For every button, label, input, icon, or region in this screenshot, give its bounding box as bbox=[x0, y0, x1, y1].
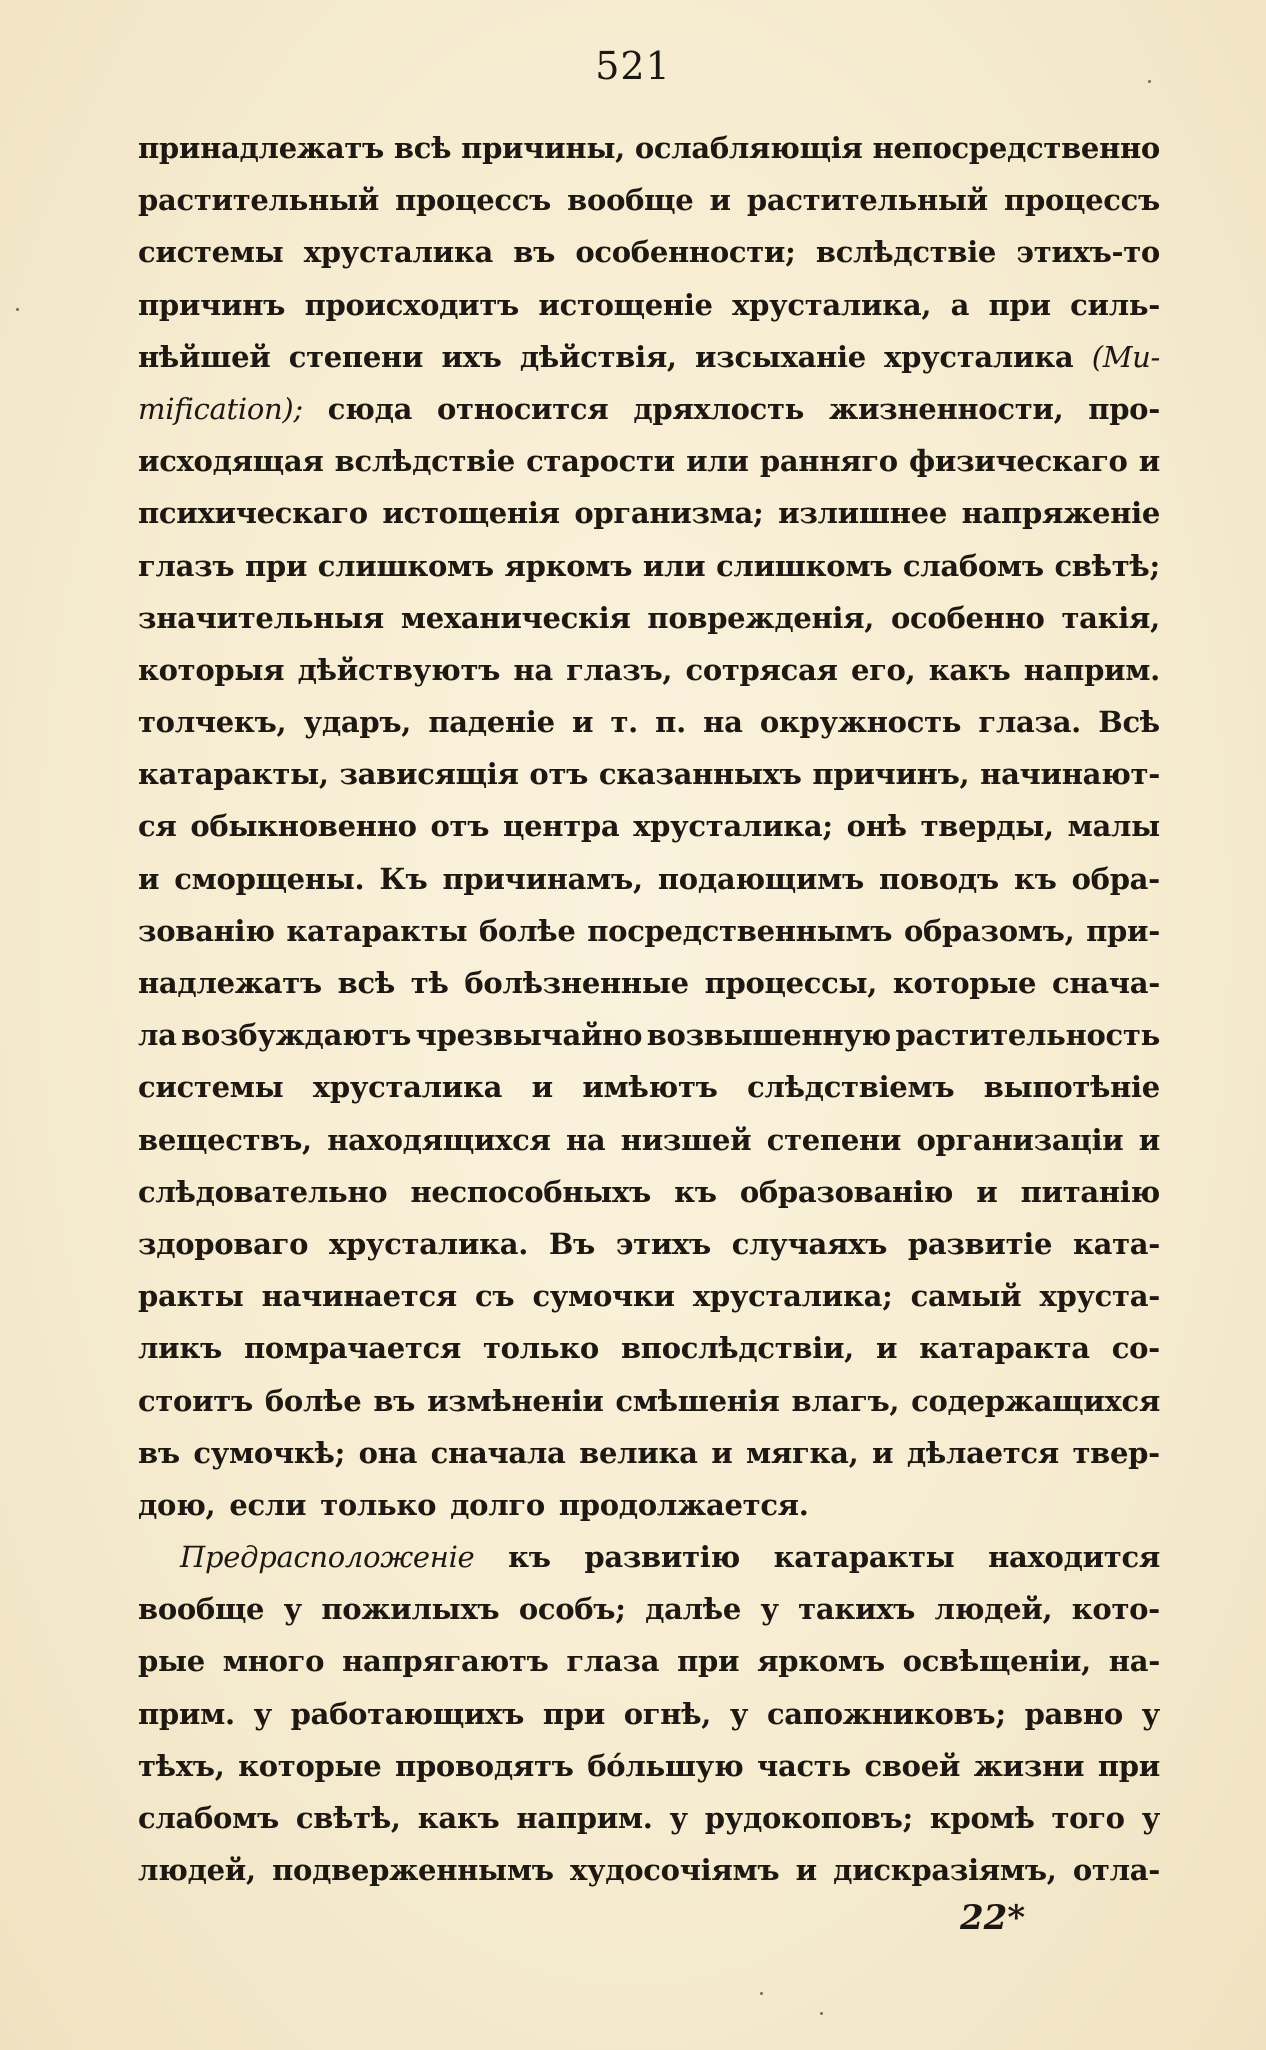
word: самый bbox=[910, 1279, 1022, 1314]
word: дѣйствія, bbox=[519, 339, 677, 374]
word: образомъ, bbox=[903, 913, 1075, 948]
word: истощеніе bbox=[538, 287, 713, 322]
word: истощенія bbox=[382, 496, 560, 531]
word: подверженнымъ bbox=[272, 1853, 554, 1888]
word: какъ bbox=[417, 1801, 500, 1835]
word: катаракты, bbox=[138, 757, 329, 792]
paper-speck bbox=[820, 2012, 823, 2015]
word: хрусталика bbox=[884, 339, 1074, 374]
paper-speck bbox=[760, 1992, 763, 1995]
word: и bbox=[711, 1435, 733, 1470]
word: и bbox=[531, 1070, 553, 1105]
word: только bbox=[320, 1487, 437, 1522]
word: и bbox=[571, 705, 594, 740]
word: надлежатъ bbox=[138, 966, 322, 1000]
word: п. bbox=[655, 705, 686, 740]
word: жизни bbox=[973, 1748, 1085, 1783]
word: окружность bbox=[759, 705, 962, 740]
word: отъ bbox=[430, 809, 490, 844]
word: катаракты bbox=[286, 913, 468, 948]
word: старости bbox=[526, 444, 675, 479]
word: къ bbox=[508, 1540, 551, 1575]
word: содержащихся bbox=[911, 1383, 1160, 1418]
word: продолжается. bbox=[558, 1487, 809, 1522]
text-line bbox=[138, 1061, 1160, 1113]
word: начинают- bbox=[980, 757, 1160, 792]
word: и bbox=[976, 1174, 998, 1209]
text-line bbox=[138, 592, 1160, 644]
word: у bbox=[283, 1592, 302, 1627]
word: сумочкѣ; bbox=[193, 1435, 346, 1470]
word: степени bbox=[766, 1122, 902, 1157]
word: болѣе bbox=[264, 1383, 362, 1418]
word: исходящая bbox=[138, 444, 324, 479]
word: яркомъ bbox=[757, 1644, 885, 1679]
word: дѣлается bbox=[906, 1435, 1059, 1470]
word: у bbox=[729, 1696, 749, 1731]
word: тѣ bbox=[410, 966, 449, 1000]
word: возвышенную bbox=[646, 1018, 891, 1053]
word: стоитъ bbox=[138, 1383, 253, 1418]
word: на bbox=[565, 1122, 606, 1157]
paper-speck bbox=[16, 308, 19, 311]
word: огнѣ, bbox=[623, 1696, 712, 1731]
word: какъ bbox=[928, 652, 1011, 687]
word: смѣшенія bbox=[615, 1383, 780, 1418]
word: этихъ bbox=[615, 1226, 711, 1261]
word: на bbox=[703, 705, 743, 740]
word: на- bbox=[1108, 1644, 1160, 1679]
word: на bbox=[513, 652, 553, 687]
word: при- bbox=[1086, 913, 1160, 948]
word: болѣе bbox=[479, 913, 576, 948]
word: и bbox=[138, 861, 160, 896]
word: при bbox=[988, 287, 1051, 322]
word: рые bbox=[138, 1644, 205, 1679]
word: имѣютъ bbox=[582, 1070, 718, 1105]
word: тверды, bbox=[920, 809, 1054, 844]
word: ката- bbox=[1072, 1226, 1160, 1261]
word: при bbox=[542, 1696, 605, 1731]
word: къ bbox=[674, 1174, 717, 1209]
text-line bbox=[138, 331, 1160, 383]
word: подающимъ bbox=[657, 861, 864, 896]
word: жизненности, bbox=[828, 391, 1064, 426]
word: про- bbox=[1088, 391, 1160, 426]
text-line bbox=[138, 540, 1160, 592]
word: хрусталика, bbox=[732, 287, 932, 322]
text-line bbox=[138, 1427, 1160, 1479]
word: причинъ bbox=[138, 287, 286, 322]
word: прим. bbox=[138, 1696, 235, 1731]
word: малы bbox=[1067, 809, 1160, 844]
word: освѣщеніи, bbox=[902, 1644, 1091, 1679]
paper-speck bbox=[1148, 80, 1151, 83]
word: Всѣ bbox=[1098, 705, 1160, 740]
word: сюда bbox=[327, 391, 413, 426]
word: рудокоповъ; bbox=[704, 1801, 913, 1835]
word: хрусталика. bbox=[328, 1226, 529, 1261]
word: съ bbox=[475, 1279, 515, 1314]
word: зованію bbox=[138, 913, 275, 948]
text-line bbox=[138, 1635, 1160, 1687]
word: этихъ-то bbox=[1016, 235, 1160, 270]
text-line bbox=[138, 800, 1160, 852]
text-line bbox=[138, 1270, 1160, 1322]
word: или bbox=[642, 548, 706, 583]
word: напряженіе bbox=[961, 496, 1160, 531]
word: у bbox=[760, 1592, 779, 1627]
word: дою, bbox=[138, 1487, 216, 1522]
text-line bbox=[138, 1375, 1160, 1427]
word: здороваго bbox=[138, 1226, 309, 1261]
word: растительность bbox=[895, 1018, 1160, 1053]
word: посредственнымъ bbox=[587, 913, 893, 948]
word: выпотѣніе bbox=[983, 1070, 1160, 1105]
word: причинъ, bbox=[812, 757, 970, 792]
word: излишнее bbox=[778, 496, 947, 531]
word: непосредственно bbox=[872, 131, 1160, 165]
word: которые bbox=[892, 966, 1037, 1000]
word: наприм. bbox=[1023, 652, 1160, 687]
word: сморщены. bbox=[174, 861, 365, 896]
text-line bbox=[138, 1009, 1160, 1061]
word: глаза bbox=[566, 1644, 660, 1679]
word: работающихъ bbox=[290, 1696, 525, 1731]
word: свѣтѣ; bbox=[1054, 548, 1160, 583]
body-text bbox=[138, 122, 1160, 1896]
word: развитію bbox=[584, 1540, 740, 1575]
word: которые bbox=[238, 1748, 382, 1783]
word: глазъ, bbox=[566, 652, 673, 687]
word: въ bbox=[513, 235, 556, 270]
word: ракты bbox=[138, 1279, 244, 1314]
word: людей, bbox=[934, 1592, 1053, 1627]
text-line bbox=[138, 383, 1160, 435]
word: обыкновенно bbox=[190, 809, 417, 844]
word: напрягаютъ bbox=[342, 1644, 549, 1679]
text-line bbox=[138, 1322, 1160, 1374]
word: и bbox=[709, 183, 731, 218]
word: ранняго bbox=[759, 444, 898, 479]
word: въ bbox=[138, 1435, 180, 1470]
text-line bbox=[138, 122, 1160, 174]
word: велика bbox=[579, 1435, 698, 1470]
word: яркомъ bbox=[504, 548, 633, 583]
word: свѣтѣ, bbox=[295, 1801, 401, 1835]
word: хрусталика bbox=[312, 1070, 503, 1105]
word: часть bbox=[757, 1748, 851, 1783]
text-line bbox=[138, 174, 1160, 226]
word: обра- bbox=[1071, 861, 1160, 896]
word: при bbox=[1097, 1748, 1160, 1783]
word: ся bbox=[138, 809, 177, 844]
word: хрусталика bbox=[303, 235, 493, 270]
word: толчекъ, bbox=[138, 705, 287, 740]
word: а bbox=[950, 287, 970, 322]
word: (Mu- bbox=[1091, 339, 1160, 374]
word: и bbox=[1138, 1122, 1160, 1157]
word: которыя bbox=[138, 652, 285, 687]
word: онѣ bbox=[846, 809, 907, 844]
word: процессъ bbox=[1004, 183, 1160, 218]
word: растительный bbox=[746, 183, 988, 218]
text-line bbox=[138, 1844, 1160, 1896]
word: его, bbox=[850, 652, 916, 687]
word: равно bbox=[1024, 1696, 1123, 1731]
text-line bbox=[138, 1740, 1160, 1792]
word: и bbox=[1138, 444, 1160, 479]
word: такихъ bbox=[798, 1592, 916, 1627]
word: питанію bbox=[1020, 1174, 1160, 1209]
word: Въ bbox=[548, 1226, 595, 1261]
word: дряхлость bbox=[633, 391, 805, 426]
word: къ bbox=[1013, 861, 1057, 896]
word: сотрясая bbox=[685, 652, 838, 687]
word: она bbox=[358, 1435, 418, 1470]
word: своей bbox=[864, 1748, 961, 1783]
word: тѣхъ, bbox=[138, 1748, 225, 1783]
text-line bbox=[138, 279, 1160, 331]
text-line bbox=[138, 1166, 1160, 1218]
word: слѣдовательно bbox=[138, 1174, 388, 1209]
word: вообще bbox=[567, 183, 694, 218]
word: системы bbox=[138, 235, 284, 270]
word: впослѣдствіи, bbox=[620, 1331, 854, 1366]
text-line bbox=[138, 435, 1160, 487]
word: проводятъ bbox=[395, 1748, 574, 1783]
word: поврежденія, bbox=[647, 600, 875, 635]
word: сапожниковъ; bbox=[766, 1696, 1006, 1731]
word: Къ bbox=[379, 861, 428, 896]
word: всѣ bbox=[393, 131, 452, 165]
word: нѣйшей bbox=[138, 339, 271, 374]
word: только bbox=[483, 1331, 599, 1366]
text-line bbox=[138, 748, 1160, 800]
word: растительный bbox=[138, 183, 379, 218]
word: у bbox=[1141, 1801, 1160, 1835]
word: случаяхъ bbox=[731, 1226, 888, 1261]
word: изсыханіе bbox=[695, 339, 866, 374]
text-line bbox=[138, 1479, 1160, 1531]
word: глазъ bbox=[138, 548, 235, 583]
word: mification); bbox=[138, 391, 303, 426]
word: ликъ bbox=[138, 1331, 222, 1366]
word: принадлежатъ bbox=[138, 131, 384, 165]
word: отла- bbox=[1072, 1853, 1160, 1888]
text-line bbox=[138, 1531, 1160, 1583]
word: ослабляющія bbox=[634, 131, 863, 165]
word: слабомъ bbox=[902, 548, 1044, 583]
word: катаракта bbox=[919, 1331, 1090, 1366]
word: и bbox=[872, 1435, 894, 1470]
word: находящихся bbox=[327, 1122, 551, 1157]
word: дѣйствуютъ bbox=[297, 652, 501, 687]
word: низшей bbox=[620, 1122, 752, 1157]
word: вслѣдствіе bbox=[334, 444, 515, 479]
word: причинамъ, bbox=[442, 861, 643, 896]
word: силь- bbox=[1070, 287, 1160, 322]
word: снача- bbox=[1052, 966, 1160, 1000]
word: центра bbox=[503, 809, 620, 844]
printer-signature-mark: 22* bbox=[960, 1898, 1026, 1938]
word: вслѣдствіе bbox=[815, 235, 997, 270]
word: поводъ bbox=[879, 861, 999, 896]
word: начинается bbox=[261, 1279, 457, 1314]
word: хрусталика; bbox=[692, 1279, 893, 1314]
word: у bbox=[669, 1801, 688, 1835]
word: если bbox=[229, 1487, 307, 1522]
word: слабомъ bbox=[138, 1801, 279, 1835]
word: худосочіямъ bbox=[569, 1853, 780, 1888]
word: особъ; bbox=[518, 1592, 626, 1627]
text-line bbox=[138, 1583, 1160, 1635]
word: такія, bbox=[1061, 600, 1160, 635]
word: особенности; bbox=[575, 235, 796, 270]
word: процессы, bbox=[704, 966, 878, 1000]
word: системы bbox=[138, 1070, 284, 1105]
word: механическія bbox=[400, 600, 631, 635]
text-line bbox=[138, 1792, 1160, 1844]
word: людей, bbox=[138, 1853, 256, 1888]
word: относится bbox=[437, 391, 609, 426]
text-line bbox=[138, 1114, 1160, 1166]
word: слѣдствіемъ bbox=[747, 1070, 955, 1105]
word: психическаго bbox=[138, 496, 368, 531]
word: возбуждаютъ bbox=[181, 1018, 412, 1053]
word: т. bbox=[610, 705, 638, 740]
word: и bbox=[875, 1331, 898, 1366]
word: влагъ, bbox=[791, 1383, 900, 1418]
word: въ bbox=[373, 1383, 416, 1418]
word: хрусталика; bbox=[633, 809, 833, 844]
word: пожилыхъ bbox=[321, 1592, 500, 1627]
word: происходитъ bbox=[304, 287, 519, 322]
word: организаціи bbox=[916, 1122, 1124, 1157]
word: со- bbox=[1111, 1331, 1160, 1366]
word: кромѣ bbox=[929, 1801, 1035, 1835]
word: всѣ bbox=[337, 966, 395, 1000]
word: твер- bbox=[1072, 1435, 1160, 1470]
word: значительныя bbox=[138, 600, 384, 635]
word: вообще bbox=[138, 1592, 265, 1627]
text-line bbox=[138, 853, 1160, 905]
text-line bbox=[138, 644, 1160, 696]
word: ихъ bbox=[441, 339, 502, 374]
text-line bbox=[138, 487, 1160, 539]
word: мягка, bbox=[746, 1435, 859, 1470]
word: чрезвычайно bbox=[415, 1018, 643, 1053]
word: организма; bbox=[574, 496, 764, 531]
page-number: 521 bbox=[595, 44, 671, 88]
text-line bbox=[138, 905, 1160, 957]
word: процессъ bbox=[395, 183, 552, 218]
word: болѣзненные bbox=[464, 966, 689, 1000]
word: зависящія bbox=[339, 757, 519, 792]
word: у bbox=[253, 1696, 272, 1731]
word: особенно bbox=[891, 600, 1045, 635]
word: дискразіямъ, bbox=[833, 1853, 1057, 1888]
word: наприм. bbox=[516, 1801, 653, 1835]
word: хруста- bbox=[1039, 1279, 1160, 1314]
word: причины, bbox=[461, 131, 625, 165]
word: образованію bbox=[739, 1174, 954, 1209]
word: сначала bbox=[430, 1435, 566, 1470]
word: бо́льшую bbox=[587, 1748, 744, 1783]
word: помрачается bbox=[243, 1331, 461, 1366]
word: ла bbox=[138, 1018, 177, 1053]
text-line bbox=[138, 1688, 1160, 1740]
word: находится bbox=[988, 1540, 1160, 1575]
word: глаза. bbox=[978, 705, 1081, 740]
text-line bbox=[138, 957, 1160, 1009]
text-line bbox=[138, 1218, 1160, 1270]
word: у bbox=[1141, 1696, 1160, 1731]
word: паденіе bbox=[428, 705, 555, 740]
word: неспособныхъ bbox=[410, 1174, 651, 1209]
word: степени bbox=[288, 339, 424, 374]
word: физическаго bbox=[909, 444, 1128, 479]
word: много bbox=[222, 1644, 325, 1679]
word: кото- bbox=[1071, 1592, 1160, 1627]
word: сумочки bbox=[532, 1279, 675, 1314]
word: развитіе bbox=[907, 1226, 1053, 1261]
text-line bbox=[138, 696, 1160, 748]
text-line bbox=[138, 226, 1160, 278]
word: ударъ, bbox=[303, 705, 412, 740]
word: слишкомъ bbox=[317, 548, 494, 583]
word: при bbox=[244, 548, 308, 583]
word: катаракты bbox=[773, 1540, 955, 1575]
word: измѣненіи bbox=[427, 1383, 604, 1418]
word: долго bbox=[450, 1487, 545, 1522]
word: и bbox=[795, 1853, 817, 1888]
word: слишкомъ bbox=[716, 548, 893, 583]
word: Предрасположеніе bbox=[180, 1540, 475, 1575]
word: при bbox=[677, 1644, 740, 1679]
word: сказанныхъ bbox=[598, 757, 802, 792]
word: или bbox=[686, 444, 749, 479]
word: того bbox=[1051, 1801, 1125, 1835]
word: отъ bbox=[529, 757, 589, 792]
word: веществъ, bbox=[138, 1122, 312, 1157]
word: далѣе bbox=[645, 1592, 742, 1627]
